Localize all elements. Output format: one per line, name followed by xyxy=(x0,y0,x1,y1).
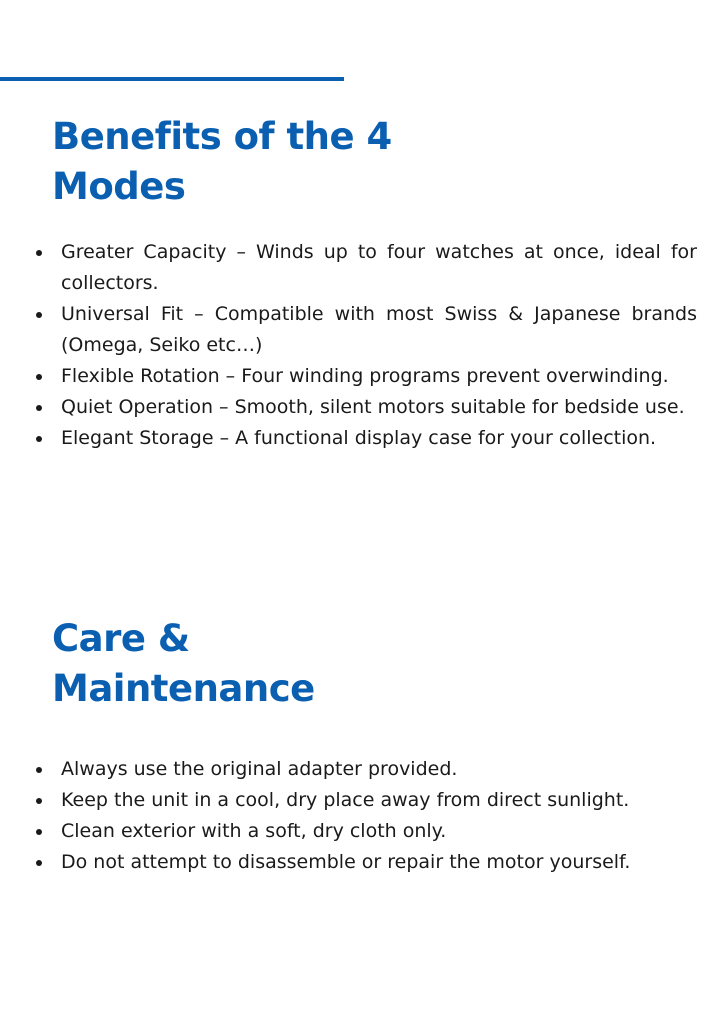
list-item xyxy=(0,847,723,878)
bullet-icon xyxy=(36,798,42,804)
bullet-icon xyxy=(36,860,42,866)
bullet-icon xyxy=(36,436,42,442)
benefit-text: Universal Fit – Compatible with most Swiss & Japanese brands (Omega, Seiko etc…) xyxy=(61,303,697,356)
list-item xyxy=(0,816,723,847)
benefits-list xyxy=(0,237,723,454)
care-text: Do not attempt to disassemble or repair the motor yourself. xyxy=(61,851,631,873)
bullet-icon xyxy=(36,829,42,835)
benefit-text: Elegant Storage – A functional display case for your collection. xyxy=(61,427,657,449)
list-item xyxy=(0,423,723,454)
care-heading-line1: Care & xyxy=(52,617,190,660)
bullet-icon xyxy=(36,405,42,411)
list-item xyxy=(0,785,723,816)
care-heading xyxy=(52,614,432,714)
benefits-heading-line2: Modes xyxy=(52,165,186,208)
care-heading-line2: Maintenance xyxy=(52,667,315,710)
list-item xyxy=(0,392,723,423)
benefit-text: Greater Capacity – Winds up to four watches at once, ideal for collectors. xyxy=(61,241,697,294)
bullet-icon xyxy=(36,374,42,380)
care-text: Clean exterior with a soft, dry cloth only. xyxy=(61,820,447,842)
benefit-text: Quiet Operation – Smooth, silent motors suitable for bedside use. xyxy=(61,396,685,418)
benefits-heading-line1: Benefits of the 4 xyxy=(52,115,392,158)
benefit-text: Flexible Rotation – Four winding programs prevent overwinding. xyxy=(61,365,669,387)
care-text: Keep the unit in a cool, dry place away from direct sunlight. xyxy=(61,789,630,811)
bullet-icon xyxy=(36,312,42,318)
care-list xyxy=(0,754,723,878)
list-item xyxy=(0,237,723,299)
top-divider xyxy=(0,77,344,81)
bullet-icon xyxy=(36,250,42,256)
benefits-heading xyxy=(52,112,432,212)
list-item xyxy=(0,754,723,785)
care-text: Always use the original adapter provided. xyxy=(61,758,458,780)
list-item xyxy=(0,361,723,392)
bullet-icon xyxy=(36,767,42,773)
list-item xyxy=(0,299,723,361)
